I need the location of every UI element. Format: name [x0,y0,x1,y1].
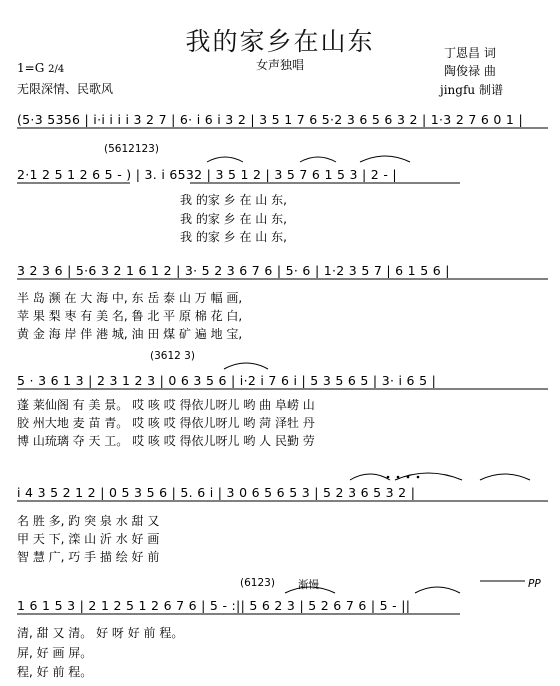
score-line-6: 1 6 1 5 3 | 2 1 2 5 1 2 6 7 6 | 5 - :|| 5 6 2 3 | 5 2 6 7 6 | 5 - || [17,598,411,613]
tempo-mark: 渐慢 [298,579,319,591]
lyric-line-5-1: 名 胜 多, 趵 突 泉 水 甜 又 [17,514,160,528]
lyric-line-3-3: 黄 金 海 岸 伴 港 城, 油 田 煤 矿 遍 地 宝, [17,327,243,341]
lyric-line-2-2: 我 的家 乡 在 山 东, [180,212,287,226]
lyric-line-6-3: 程, 好 前 程。 [17,665,93,679]
lyric-line-4-2: 胶 州大地 麦 苗 青。 哎 咳 哎 得依儿呀儿 哟 菏 泽牡 丹 [17,416,315,430]
ornament-notes-1: (5612123) [104,143,159,155]
lyric-line-6-1: 清, 甜 又 清。 好 呀 好 前 程。 [17,626,184,640]
beam-lines [17,128,548,614]
composer-credit: 陶俊禄 曲 [444,64,496,78]
score-line-4: 5 · 3 6 1 3 | 2 3 1 2 3 | 0 6 3 5 6 | i·2 i 7 6 i | 5 3 5 6 5 | 3· i 6 5 | [17,373,437,388]
expression-mark: 无限深情、民歌风 [17,82,114,96]
lyric-line-2-1: 我 的家 乡 在 山 东, [180,193,287,207]
lyric-line-5-3: 智 慧 广, 巧 手 描 绘 好 前 [17,550,160,564]
key-label: 1=G [17,61,45,75]
time-signature: 2/4 [48,64,65,75]
score-line-5: i 4 3 5 2 1 2 | 0 5 3 5 6 | 5. 6 i | 3 0 6 5 6 5 3 | 5 2 3 6 5 3 2 | [17,485,416,500]
lyric-line-4-3: 博 山琉璃 夺 天 工。 哎 咳 哎 得依儿呀儿 哟 人 民勤 劳 [17,434,315,448]
song-title: 我的家乡在山东 [185,27,375,56]
lyric-line-4-1: 蓬 莱仙阁 有 美 景。 哎 咳 哎 得依儿呀儿 哟 曲 阜崂 山 [17,398,315,412]
arranger-credit: jingfu 制谱 [440,83,503,97]
ornament-notes-2: (3612 3) [150,350,195,362]
ornament-notes-3: (6123) [240,577,275,589]
score-line-3: 3 2 3 6 | 5·6 3 2 1 6 1 2 | 3· 5 2 3 6 7 6 | 5· 6 | 1·2 3 5 7 | 6 1 5 6 | [17,263,450,278]
lyric-line-5-2: 甲 天 下, 滦 山 沂 水 好 画 [17,532,160,546]
decorative-ties [207,156,530,593]
dynamic-mark: PP [528,578,541,590]
lyric-line-3-1: 半 岛 濒 在 大 海 中, 东 岳 泰 山 万 幅 画, [17,291,243,305]
lyric-line-2-3: 我 的家 乡 在 山 东, [180,230,287,244]
lyric-line-3-2: 苹 果 梨 枣 有 美 名, 鲁 北 平 原 棉 花 白, [17,309,243,323]
score-line-1: (5·3 5356 | i·i i i i 3 2 7 | 6· i 6 i 3 2 | 3 5 1 7 6 5·2 3 6 5 6 3 2 | 1·3 2 7 6 0 1 | [17,112,523,127]
lyric-line-6-2: 屏, 好 画 屏。 [17,646,93,660]
song-subtitle: 女声独唱 [255,58,304,72]
lyricist-credit: 丁恩昌 词 [444,46,496,60]
score-line-2: 2·1 2 5 1 2 6 5 - ) | 3. i 6532 | 3 5 1 2 | 3 5 7 6 1 5 3 | 2 - | [17,167,397,182]
